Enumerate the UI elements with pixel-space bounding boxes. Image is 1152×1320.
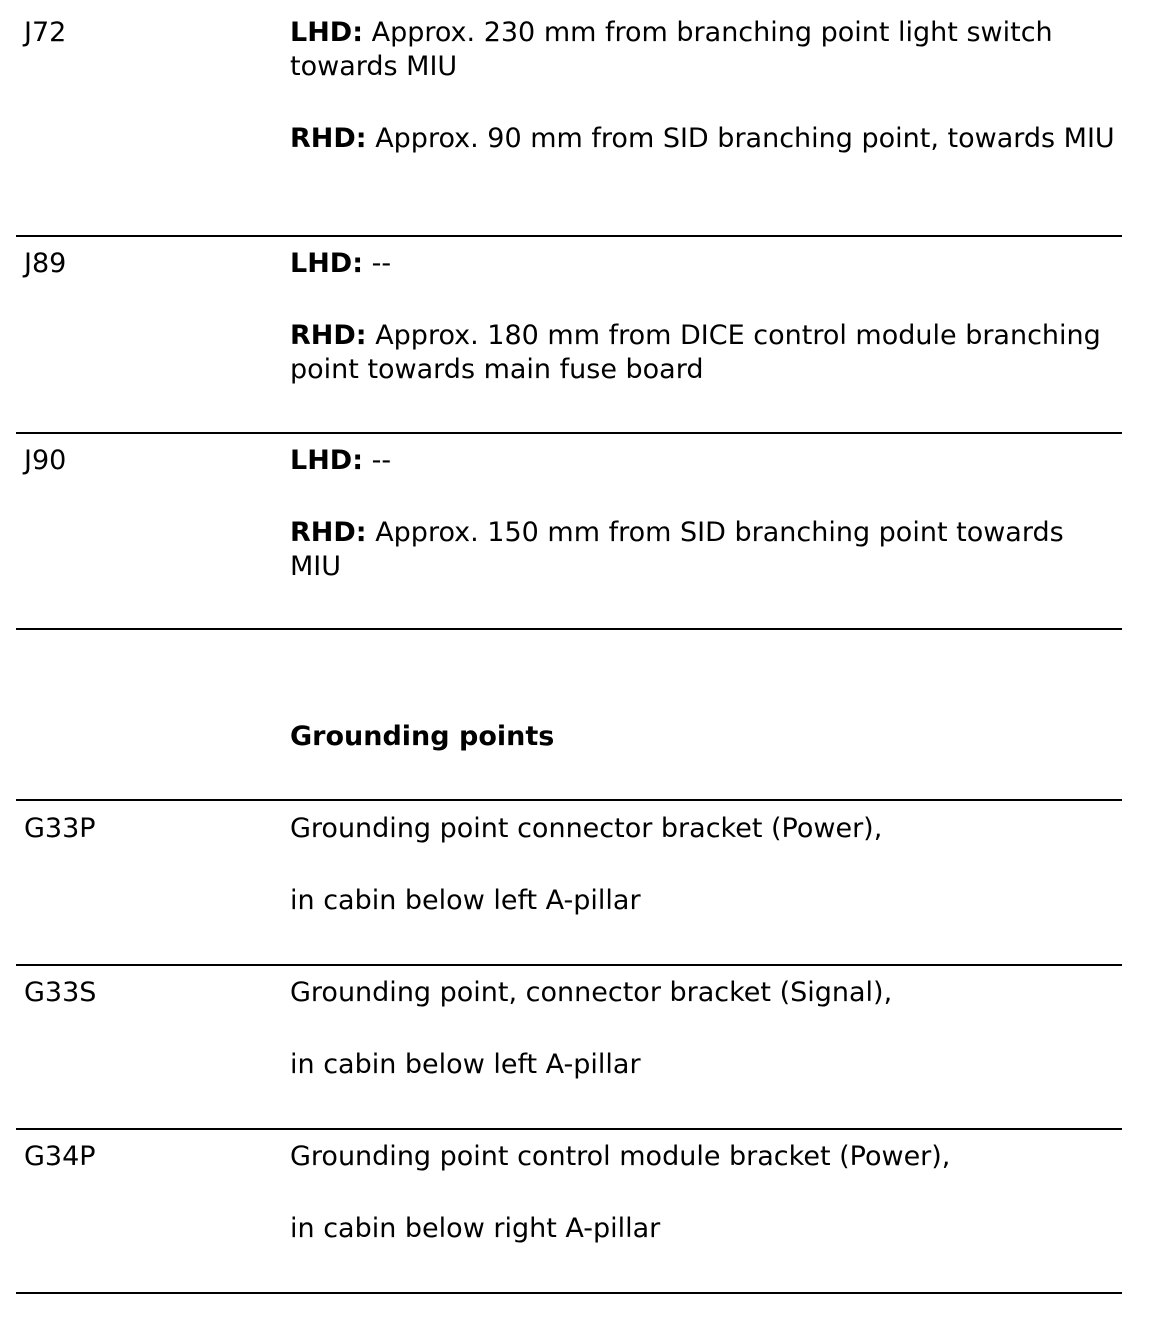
row-divider xyxy=(16,628,1122,630)
lhd-text: -- xyxy=(371,248,392,279)
junction-description xyxy=(290,247,1120,387)
grounding-code: G33S xyxy=(24,977,97,1008)
row-divider xyxy=(16,432,1122,434)
grounding-line-2: in cabin below left A-pillar xyxy=(290,1049,641,1080)
lhd-entry xyxy=(290,16,1120,84)
grounding-line-2: in cabin below right A-pillar xyxy=(290,1213,661,1244)
lhd-entry xyxy=(290,247,1120,281)
rhd-text: Approx. 180 mm from DICE control module branching point towards main fuse board xyxy=(290,320,1101,385)
lhd-label: LHD: xyxy=(290,17,364,48)
lhd-text: -- xyxy=(371,445,392,476)
grounding-line-1: Grounding point, connector bracket (Signal), xyxy=(290,977,893,1008)
row-divider xyxy=(16,1292,1122,1294)
grounding-line-2: in cabin below left A-pillar xyxy=(290,885,641,916)
lhd-label: LHD: xyxy=(290,248,364,279)
rhd-text: Approx. 150 mm from SID branching point towards MIU xyxy=(290,517,1064,582)
rhd-label: RHD: xyxy=(290,517,367,548)
section-heading-grounding-points: Grounding points xyxy=(290,721,555,752)
grounding-description xyxy=(290,812,1120,918)
junction-description xyxy=(290,444,1120,584)
junction-code: J72 xyxy=(24,17,67,48)
lhd-entry xyxy=(290,444,1120,478)
grounding-code: G33P xyxy=(24,813,96,844)
junction-description xyxy=(290,16,1120,156)
grounding-line-1: Grounding point connector bracket (Power), xyxy=(290,813,883,844)
rhd-text: Approx. 90 mm from SID branching point, towards MIU xyxy=(375,123,1115,154)
lhd-label: LHD: xyxy=(290,445,364,476)
junction-code: J90 xyxy=(24,445,67,476)
rhd-label: RHD: xyxy=(290,320,367,351)
junction-code: J89 xyxy=(24,248,67,279)
grounding-line-1: Grounding point control module bracket (Power), xyxy=(290,1141,951,1172)
rhd-entry xyxy=(290,516,1120,584)
grounding-code: G34P xyxy=(24,1141,96,1172)
row-divider xyxy=(16,1128,1122,1130)
row-divider xyxy=(16,235,1122,237)
grounding-description xyxy=(290,976,1120,1082)
lhd-text: Approx. 230 mm from branching point light switch towards MIU xyxy=(290,17,1053,82)
row-divider xyxy=(16,799,1122,801)
rhd-entry xyxy=(290,122,1120,156)
row-divider xyxy=(16,964,1122,966)
rhd-label: RHD: xyxy=(290,123,367,154)
rhd-entry xyxy=(290,319,1120,387)
grounding-description xyxy=(290,1140,1120,1246)
